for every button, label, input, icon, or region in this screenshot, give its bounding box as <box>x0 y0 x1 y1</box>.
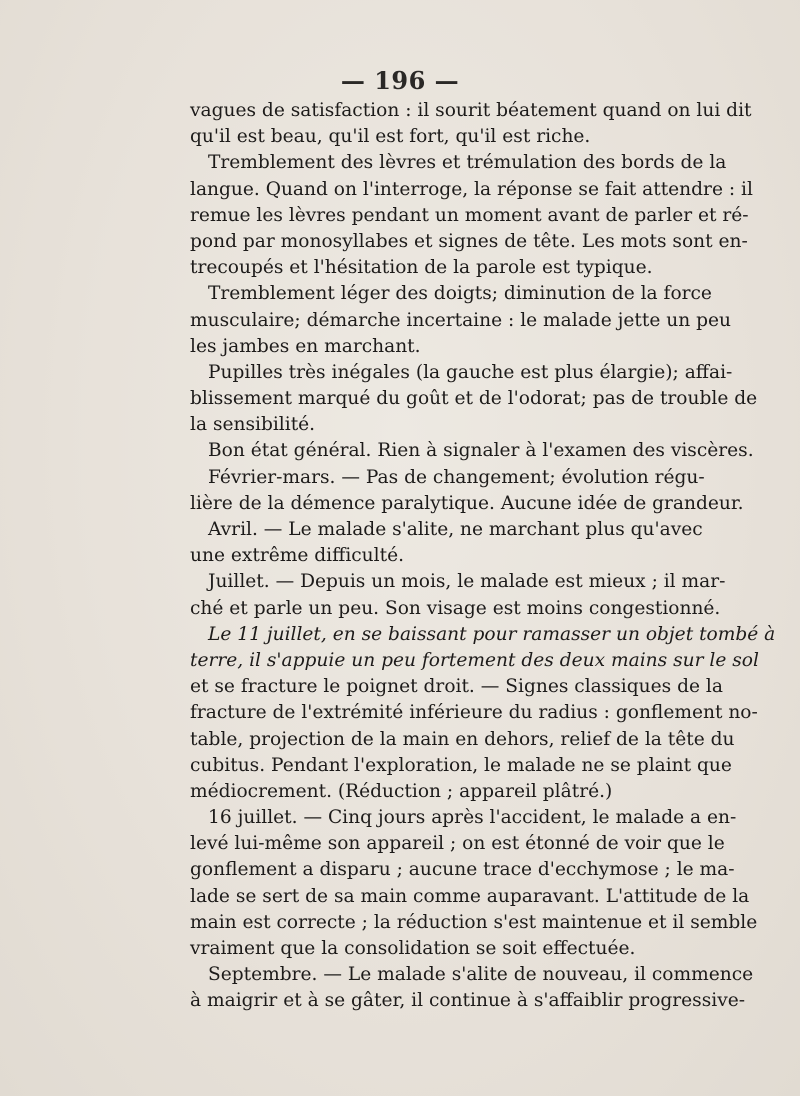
text-line: Tremblement léger des doigts; diminution de la force <box>208 283 712 305</box>
text-line: lade se sert de sa main comme auparavant. L'attitude de la <box>190 885 750 907</box>
text-line: langue. Quand on l'interroge, la réponse se fait attendre : il <box>190 178 753 200</box>
text-line: fracture de l'extrémité inférieure du radius : gonflement no- <box>190 702 758 724</box>
text-line: pond par monosyllabes et signes de tête. Les mots sont en- <box>190 230 748 252</box>
text-line: qu'il est beau, qu'il est fort, qu'il est riche. <box>190 126 591 148</box>
text-line: gonflement a disparu ; aucune trace d'ecchymose ; le ma- <box>190 859 735 881</box>
text-line: la sensibilité. <box>190 414 316 436</box>
text-line: cubitus. Pendant l'exploration, le malade ne se plaint que <box>190 754 732 776</box>
text-line: Bon état général. Rien à signaler à l'examen des viscères. <box>208 440 754 462</box>
text-line: médiocrement. (Réduction ; appareil plâtré.) <box>190 780 613 802</box>
text-line: vagues de satisfaction : il sourit béatement quand on lui dit <box>190 100 752 121</box>
text-line: main est correcte ; la réduction s'est maintenue et il semble <box>190 911 758 933</box>
text-line: Septembre. — Le malade s'alite de nouveau, il commence <box>208 964 754 986</box>
text-line: terre, il s'appuie un peu fortement des deux mains sur le sol <box>190 649 759 671</box>
text-line: blissement marqué du goût et de l'odorat; pas de trouble de <box>190 388 758 410</box>
text-line: remue les lèvres pendant un moment avant de parler et ré- <box>190 204 749 226</box>
text-line: lière de la démence paralytique. Aucune idée de grandeur. <box>190 492 744 514</box>
text-line: une extrême difficulté. <box>190 545 404 567</box>
text-line: 16 juillet. — Cinq jours après l'accident, le malade a en- <box>208 807 737 829</box>
text-line: Février-mars. — Pas de changement; évolution régu- <box>208 466 705 488</box>
text-line: Pupilles très inégales (la gauche est plus élargie); affai- <box>208 361 733 383</box>
text-line: les jambes en marchant. <box>190 335 421 357</box>
body-text <box>190 98 776 1015</box>
text-line: à maigrir et à se gâter, il continue à s'affaiblir progressive- <box>190 990 746 1012</box>
text-line: Avril. — Le malade s'alite, ne marchant plus qu'avec <box>208 519 703 540</box>
text-line: trecoupés et l'hésitation de la parole est typique. <box>190 257 653 279</box>
page-number: — 196 — <box>340 66 460 95</box>
text-line: Tremblement des lèvres et trémulation des bords de la <box>208 152 727 174</box>
text-line: vraiment que la consolidation se soit effectuée. <box>190 938 636 959</box>
text-line: table, projection de la main en dehors, relief de la tête du <box>190 728 735 750</box>
text-line: et se fracture le poignet droit. — Signes classiques de la <box>190 676 723 698</box>
text-line: ché et parle un peu. Son visage est moins congestionné. <box>190 597 721 619</box>
text-line: musculaire; démarche incertaine : le malade jette un peu <box>190 309 731 331</box>
text-line: Le 11 juillet, en se baissant pour ramasser un objet tombé à <box>208 623 776 645</box>
text-line: Juillet. — Depuis un mois, le malade est mieux ; il mar- <box>208 571 726 593</box>
text-line: levé lui-même son appareil ; on est étonné de voir que le <box>190 833 725 855</box>
